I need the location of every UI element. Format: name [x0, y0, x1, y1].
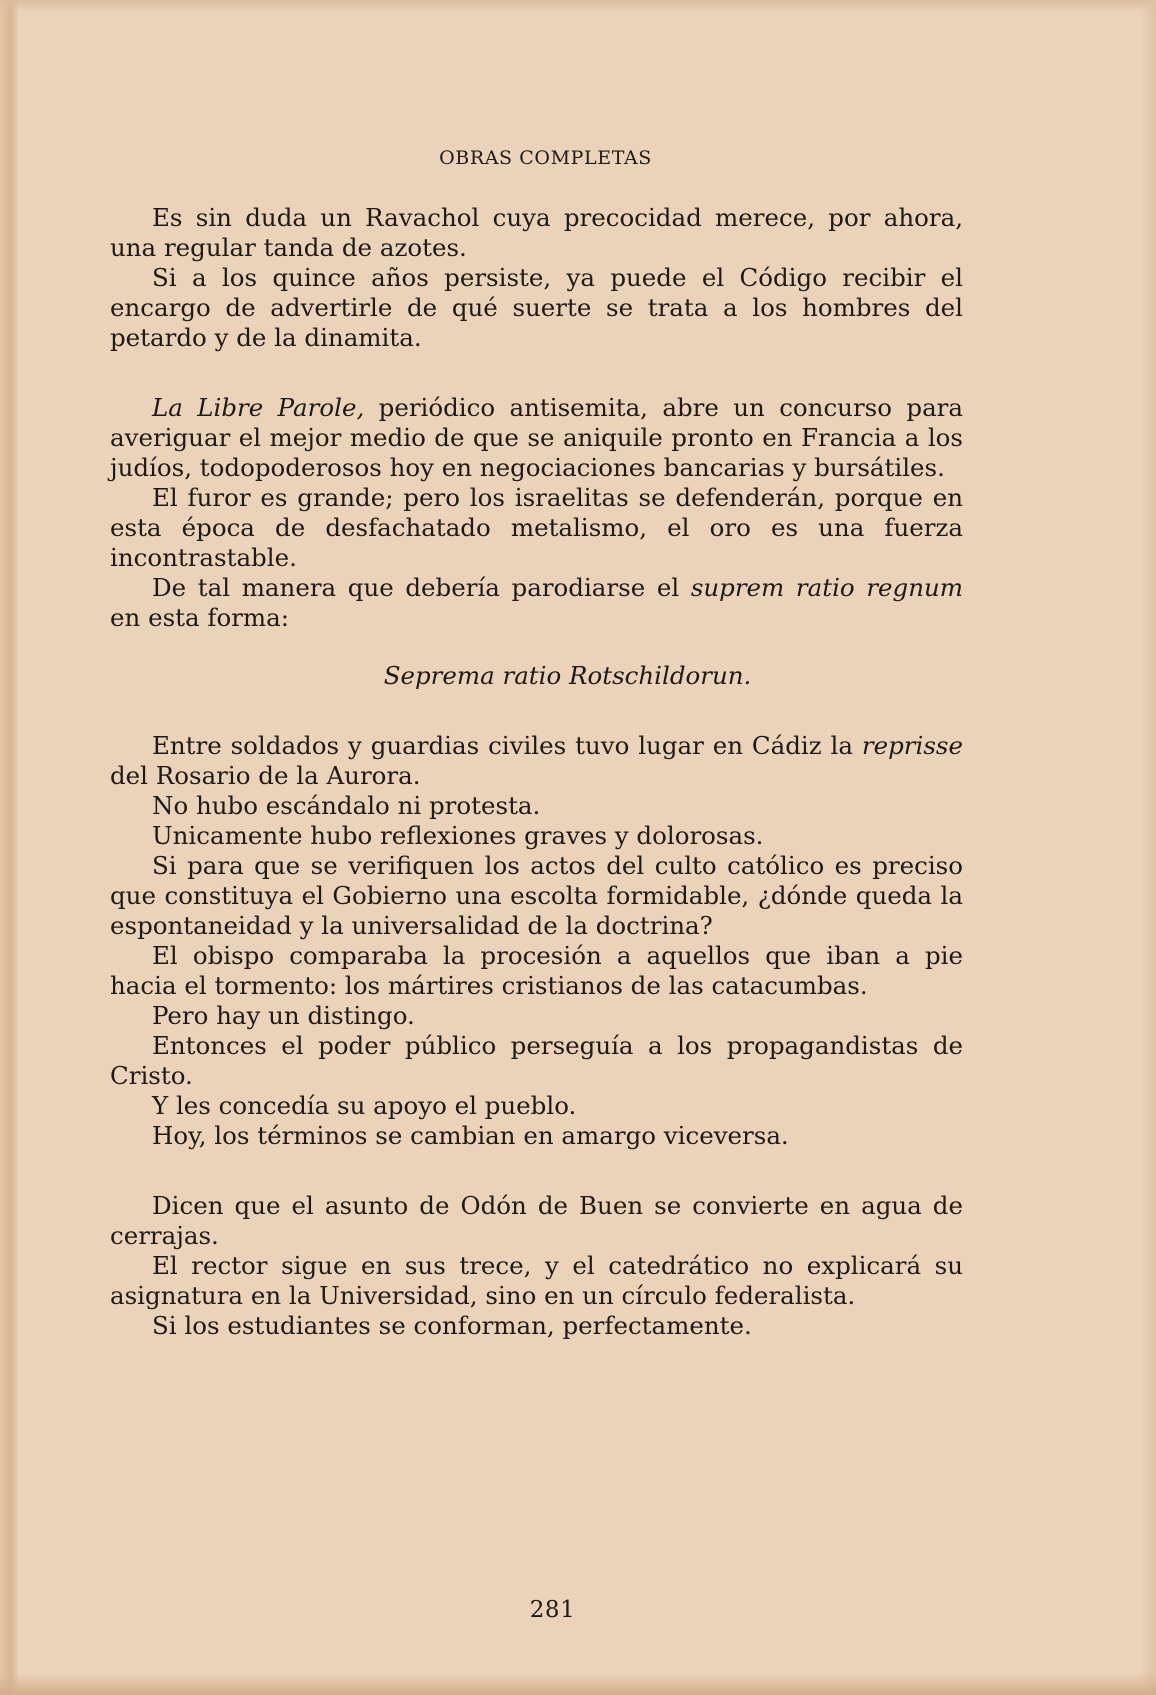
paragraph: El obispo comparaba la procesión a aquellos que iban a pie hacia el tormento: los mártires cristianos de las catacumbas.: [110, 941, 963, 1000]
paragraph: [110, 573, 963, 633]
paragraph: Es sin duda un Ravachol cuya precocidad merece, por ahora, una regular tanda de azotes.: [110, 203, 963, 262]
paragraph: Pero hay un distingo.: [152, 1001, 415, 1030]
paragraph-text: periódico antisemita, abre un concurso para averiguar el mejor medio de que se aniquile pronto en Francia a los judíos, todopoderosos hoy en negociaciones bancarias y bursátiles.: [110, 393, 963, 482]
paragraph: Unicamente hubo reflexiones graves y dolorosas.: [152, 821, 764, 850]
paragraph-text: del Rosario de la Aurora.: [110, 761, 421, 790]
spacer: [110, 633, 963, 661]
paragraph: El furor es grande; pero los israelitas se defenderán, porque en esta época de desfachatado metalismo, el oro es una fuerza incontrastable.: [110, 483, 963, 572]
scan-right-edge: [1140, 0, 1156, 1695]
paragraph-text: en esta forma:: [110, 603, 290, 632]
paragraph: [110, 393, 963, 483]
page-number: 281: [529, 1597, 576, 1623]
paragraph: Dicen que el asunto de Odón de Buen se convierte en agua de cerrajas.: [110, 1191, 963, 1250]
paragraph: El rector sigue en sus trece, y el catedrático no explicará su asignatura en la Universidad, sino en un círculo federalista.: [110, 1251, 963, 1310]
paragraph: Si para que se verifiquen los actos del culto católico es preciso que constituya el Gobierno una escolta formidable, ¿dónde queda la espontaneidad y la universalidad de la doctrina?: [110, 851, 963, 940]
latin-phrase: suprem ratio regnum: [690, 573, 963, 602]
scan-top-edge: [0, 0, 1156, 12]
italic-word: reprisse: [861, 731, 963, 760]
paragraph: Hoy, los términos se cambian en amargo viceversa.: [152, 1121, 789, 1150]
running-head: OBRAS COMPLETAS: [439, 147, 652, 169]
section-break: [110, 1151, 963, 1191]
paragraph: Entonces el poder público perseguía a los propagandistas de Cristo.: [110, 1031, 963, 1090]
paragraph: Y les concedía su apoyo el pueblo.: [152, 1091, 577, 1120]
body-text: [110, 203, 963, 1341]
book-page: [110, 146, 963, 1623]
scan-left-edge: [0, 0, 20, 1695]
section-break: [110, 353, 963, 393]
paragraph: No hubo escándalo ni protesta.: [152, 791, 541, 820]
paragraph: Si a los quince años persiste, ya puede el Código recibir el encargo de advertirle de qué suerte se trata a los hombres del petardo y de la dinamita.: [110, 263, 963, 352]
section-break: [110, 691, 963, 731]
paragraph-text: De tal manera que debería parodiarse el: [152, 573, 691, 602]
paragraph: Si los estudiantes se conforman, perfectamente.: [152, 1311, 752, 1340]
paragraph: [110, 731, 963, 791]
centered-quote: Seprema ratio Rotschildorun.: [383, 661, 752, 690]
paragraph-text: Entre soldados y guardias civiles tuvo lugar en Cádiz la: [152, 731, 862, 760]
scan-bottom-edge: [0, 1673, 1156, 1695]
newspaper-title: La Libre Parole,: [152, 393, 365, 422]
